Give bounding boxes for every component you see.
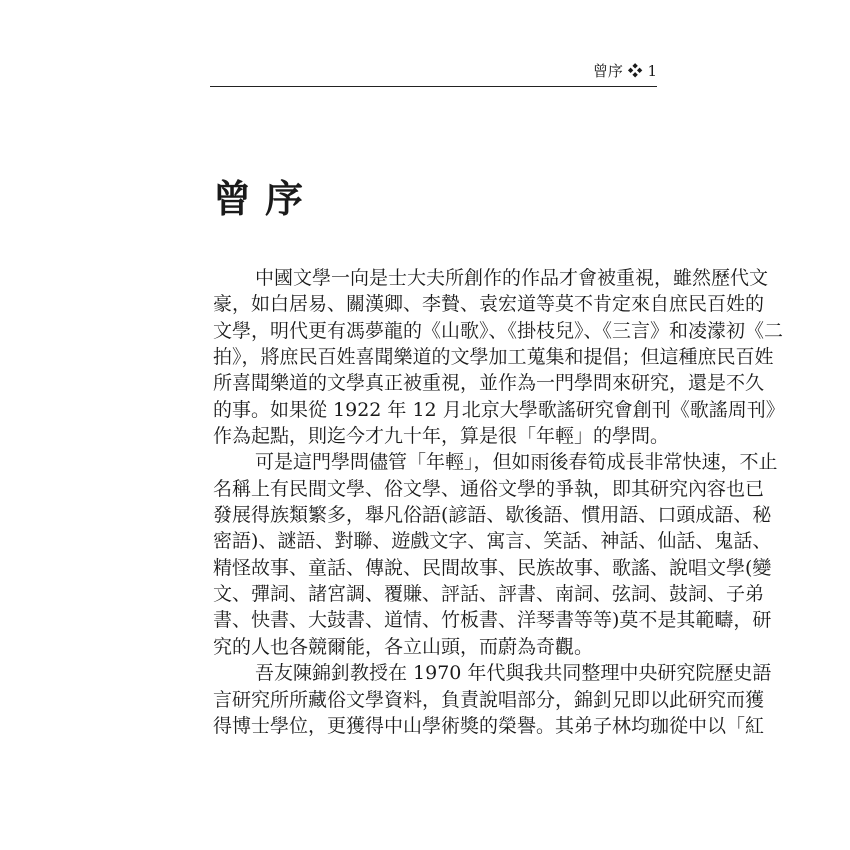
text-line: 中國文學一向是士大夫所創作的作品才會被重視，雖然歷代文 <box>255 267 769 289</box>
text-line: 文、彈詞、諸宮調、覆賺、評話、評書、南詞、弦詞、鼓詞、子弟 <box>213 583 765 606</box>
text-line: 文學，明代更有馮夢龍的《山歌》、《掛枝兒》、《三言》和凌濛初《二 <box>213 319 784 342</box>
text-line: 發展得族類繁多，舉凡俗語(諺語、歇後語、慣用語、口頭成語、秘 <box>213 504 772 527</box>
body-text <box>213 265 785 739</box>
text-line: 吾友陳錦釗教授在 1970 年代與我共同整理中央研究院歷史語 <box>255 662 772 685</box>
running-title: 曾序 <box>592 62 623 80</box>
running-header <box>210 60 657 81</box>
text-line: 豪，如白居易、關漢卿、李贄、袁宏道等莫不肯定來自庶民百姓的 <box>213 293 765 316</box>
text-line: 精怪故事、童話、傳說、民間故事、民族故事、歌謠、說唱文學(變 <box>213 556 772 579</box>
header-rule <box>210 86 657 87</box>
text-line: 可是這門學問儘管「年輕」，但如雨後春筍成長非常快速，不止 <box>255 451 778 474</box>
text-line: 名稱上有民間文學、俗文學、通俗文學的爭執，即其研究內容也已 <box>213 477 765 500</box>
text-line: 密語)、謎語、對聯、遊戲文字、寓言、笑話、神話、仙話、鬼話、 <box>213 530 772 553</box>
chapter-title: 曾序 <box>213 176 318 221</box>
text-line: 書、快書、大鼓書、道情、竹板書、洋琴書等等)莫不是其範疇，研 <box>213 609 772 632</box>
text-line: 的事。如果從 1922 年 12 月北京大學歌謠研究會創刊《歌謠周刊》 <box>213 398 785 421</box>
text-line: 拍》，將庶民百姓喜聞樂道的文學加工蒐集和提倡；但這種庶民百姓 <box>213 346 774 369</box>
ornament-icon: ❖ <box>627 62 643 80</box>
text-line: 言研究所所藏俗文學資料，負責說唱部分，錦釗兄即以此研究而獲 <box>213 688 765 711</box>
text-line: 作為起點，則迄今才九十年，算是很「年輕」的學問。 <box>213 425 670 448</box>
text-line: 得博士學位，更獲得中山學術獎的榮譽。其弟子林均珈從中以「紅 <box>213 714 765 737</box>
text-line: 究的人也各競爾能，各立山頭，而蔚為奇觀。 <box>213 635 594 658</box>
page-number: 1 <box>647 62 657 80</box>
text-line: 所喜聞樂道的文學真正被重視，並作為一門學問來研究，還是不久 <box>213 372 765 395</box>
